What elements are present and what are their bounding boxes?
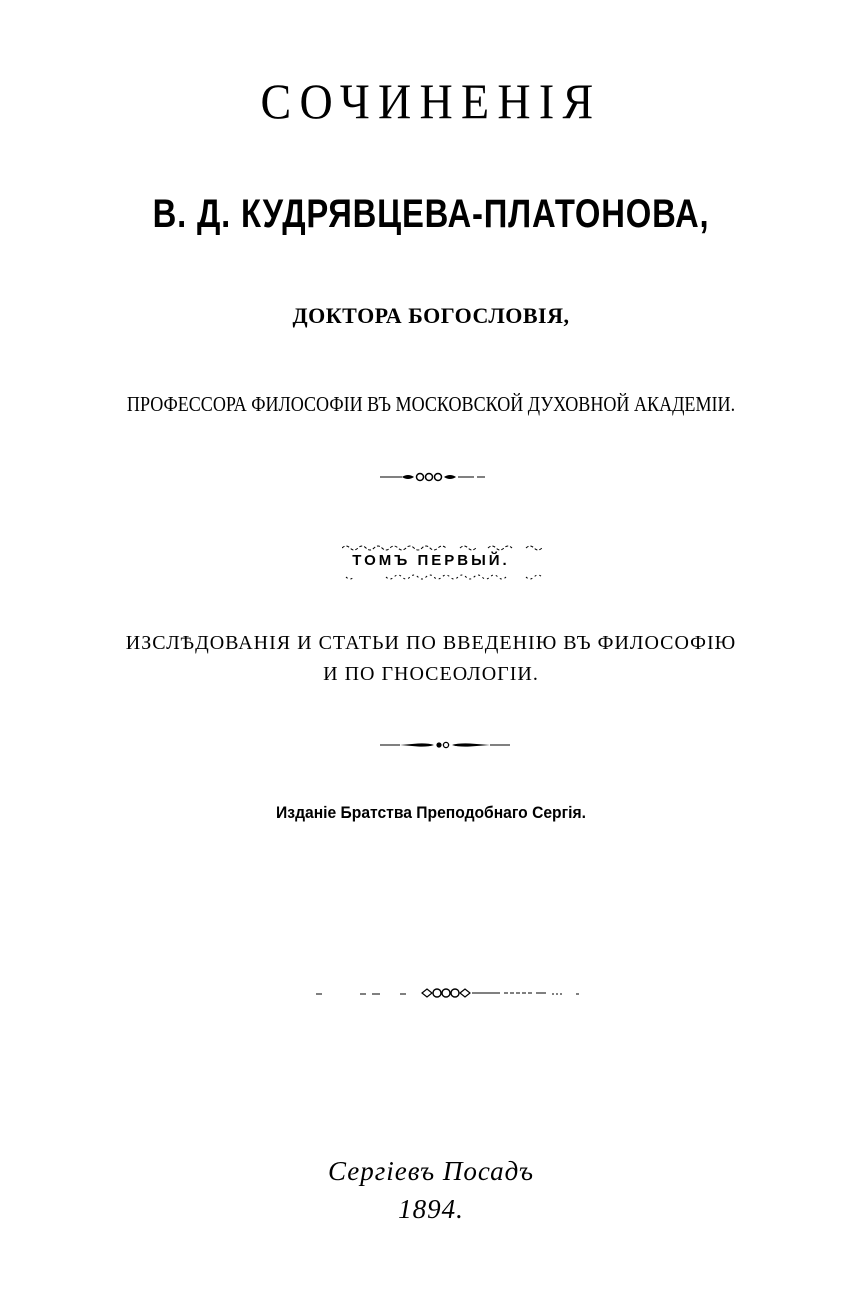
imprint-place: Сергіевъ Посадъ bbox=[328, 1156, 534, 1186]
imprint-year: 1894. bbox=[398, 1194, 464, 1224]
book-title: СОЧИНЕНІЯ bbox=[260, 73, 602, 129]
author-name: В. Д. КУДРЯВЦЕВА-ПЛАТОНОВА, bbox=[152, 192, 710, 236]
divider-ornament-3 bbox=[314, 986, 582, 1000]
volume-subject: ИЗСЛѢДОВАНІЯ И СТАТЬИ ПО ВВЕДЕНІЮ ВЪ ФИЛОСОФІЮ И ПО ГНОСЕОЛОГІИ. bbox=[125, 632, 737, 685]
volume-rule-bottom bbox=[342, 574, 547, 582]
publisher-line: Изданіе Братства Преподобнаго Сергія. bbox=[276, 803, 586, 822]
author-position: ПРОФЕССОРА ФИЛОСОФІИ ВЪ МОСКОВСКОЙ ДУХОВНОЙ АКАДЕМІИ. bbox=[126, 392, 736, 416]
divider-ornament-2 bbox=[378, 738, 512, 752]
author-degree: ДОКТОРА БОГОСЛОВІЯ, bbox=[292, 303, 570, 328]
volume-label: ТОМЪ ПЕРВЫЙ. bbox=[352, 552, 510, 569]
divider-ornament-1 bbox=[378, 470, 488, 484]
volume-rule-top bbox=[342, 543, 547, 551]
